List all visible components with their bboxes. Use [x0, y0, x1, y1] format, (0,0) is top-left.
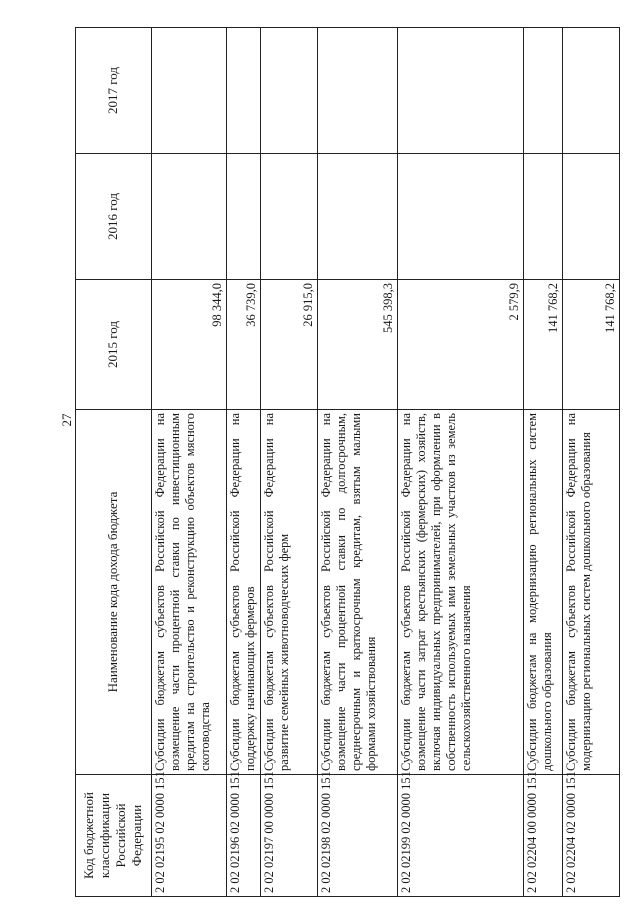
- row-2016-amount: [261, 154, 318, 280]
- table-row: [398, 28, 524, 897]
- table-row: [318, 28, 398, 897]
- row-2016-amount: [151, 154, 227, 280]
- row-2017-amount: [523, 28, 562, 154]
- row-code: 2 02 02197 00 0000 151: [261, 775, 318, 897]
- row-2016-amount: [227, 154, 261, 280]
- row-name: Субсидии бюджетам субъектов Российской Федерации на возмещение части процентной ставки по долгосрочным, среднесрочным и краткосрочным кредитам, взятым малыми формами хозяйствования: [318, 410, 398, 775]
- row-code: 2 02 02199 02 0000 151: [398, 775, 524, 897]
- row-code: 2 02 02198 02 0000 151: [318, 775, 398, 897]
- row-2016-amount: [562, 154, 619, 280]
- row-code: 2 02 02196 02 0000 151: [227, 775, 261, 897]
- header-code: Код бюджетной классификации Российской Федерации: [76, 775, 152, 897]
- budget-revenue-table: [75, 27, 620, 897]
- row-name: Субсидии бюджетам субъектов Российской Федерации на развитие семейных животноводческих ферм: [261, 410, 318, 775]
- table-header-row: [76, 28, 152, 897]
- table-row: [523, 28, 562, 897]
- row-2017-amount: [151, 28, 227, 154]
- row-2016-amount: [318, 154, 398, 280]
- row-name: Субсидии бюджетам субъектов Российской Федерации на возмещение части процентной ставки по инвестиционным кредитам на строительство и реконструкцию объектов мясного скотоводства: [151, 410, 227, 775]
- row-2015-amount: 141 768,2: [523, 280, 562, 410]
- row-2017-amount: [318, 28, 398, 154]
- header-2015: 2015 год: [76, 280, 152, 410]
- row-name: Субсидии бюджетам субъектов Российской Федерации на модернизацию региональных систем дошкольного образования: [562, 410, 619, 775]
- page-number: 27: [59, 413, 74, 427]
- row-code: 2 02 02195 02 0000 151: [151, 775, 227, 897]
- row-2017-amount: [562, 28, 619, 154]
- row-2015-amount: 141 768,2: [562, 280, 619, 410]
- row-2017-amount: [227, 28, 261, 154]
- header-name: Наименование кода дохода бюджета: [76, 410, 152, 775]
- row-2015-amount: 26 915,0: [261, 280, 318, 410]
- row-name: Субсидии бюджетам субъектов Российской Федерации на возмещение части затрат крестьянских (фермерских) хозяйств, включая индивидуальных предпринимателей, при оформлении в собственность используемых ими земельных участков из земель сельскохозяйственного назначения: [398, 410, 524, 775]
- row-name: Субсидии бюджетам субъектов Российской Федерации на поддержку начинающих фермеров: [227, 410, 261, 775]
- table-row: [261, 28, 318, 897]
- row-2017-amount: [398, 28, 524, 154]
- row-code: 2 02 02204 00 0000 151: [523, 775, 562, 897]
- header-2016: 2016 год: [76, 154, 152, 280]
- row-code: 2 02 02204 02 0000 151: [562, 775, 619, 897]
- table-row: [151, 28, 227, 897]
- row-name: Субсидии бюджетам на модернизацию региональных систем дошкольного образования: [523, 410, 562, 775]
- row-2016-amount: [523, 154, 562, 280]
- row-2015-amount: 98 344,0: [151, 280, 227, 410]
- row-2017-amount: [261, 28, 318, 154]
- table-row: [562, 28, 619, 897]
- table-row: [227, 28, 261, 897]
- row-2015-amount: 36 739,0: [227, 280, 261, 410]
- row-2015-amount: 545 398,3: [318, 280, 398, 410]
- header-2017: 2017 год: [76, 28, 152, 154]
- table-rotator: [75, 28, 620, 897]
- row-2016-amount: [398, 154, 524, 280]
- row-2015-amount: 2 579,9: [398, 280, 524, 410]
